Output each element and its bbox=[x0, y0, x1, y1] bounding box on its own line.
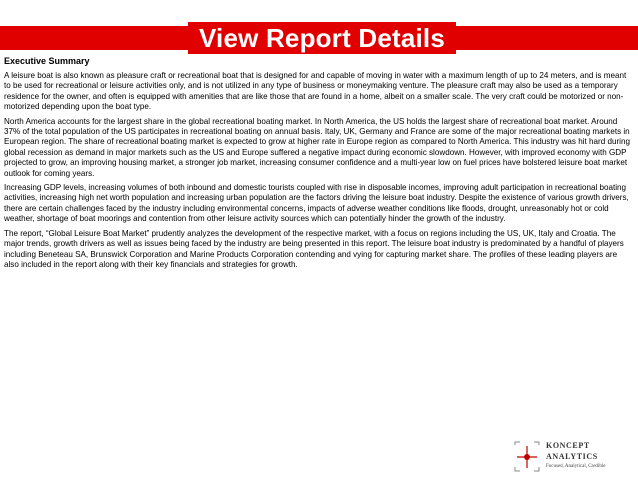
summary-paragraph-4: The report, “Global Leisure Boat Market” prudently analyzes the development of the respective market, with a focus on regions including the US, UK, Italy and Croatia. The major trends, growth drivers as well as issues being faced by the industry are being presented in this report. The leisure boat industry is predominated by a handful of players including Beneteau SA, Brunswick Corporation and Marine Products Corporation contending and vying for capturing market share. The profiles of these leading players are also included in the report along with their key financials and strategies for growth. bbox=[4, 228, 624, 269]
section-heading: Executive Summary bbox=[4, 56, 90, 66]
logo-tagline: Focused, Analytical, Credible bbox=[546, 464, 606, 469]
executive-summary bbox=[4, 56, 634, 274]
koncept-analytics-logo-mark bbox=[512, 440, 542, 474]
company-logo bbox=[512, 440, 630, 474]
page-title[interactable]: View Report Details bbox=[188, 22, 456, 54]
summary-paragraph-1: A leisure boat is also known as pleasure craft or recreational boat that is designed for and capable of moving in water with a maximum length of up to 24 meters, and is meant to be used for recreational or leisure activities only, and is not utilized in any type of business or moneymaking venture. The pleasure craft may also be used as a temporary residence for the owner, and often is equipped with amenities that are like those that are found in a home, albeit on a smaller scale. The very craft could be motorized or non-motorized depending upon the boat type. bbox=[4, 71, 627, 112]
summary-paragraph-2: North America accounts for the largest share in the global recreational boating market. In North America, the US holds the largest share of recreational boat market. Around 37% of the total population of the US participates in recreational boating on annual basis. Italy, UK, Germany and France are some of the major recreational boating markets in European region. The share of recreational boating market is expected to grow at higher rate in Europe region as compared to North America. This industry was hit hard during global recession as demand in major markets such as the US and Europe suffered a negative impact during economic slowdown. However, with improved economy with GDP projected to grow, an improving housing market, a stronger job market, increasing consumer confidence and a multi-year low on fuel prices have bolstered leisure boat market outlook for coming years. bbox=[4, 116, 630, 178]
summary-paragraph-3: Increasing GDP levels, increasing volumes of both inbound and domestic tourists coupled with rise in disposable incomes, improving adult participation in recreational boating activities, increasing high net worth population and increasing urban population are the factors driving the leisure boat industry. Despite the existence of various growth drivers, there are certain challenges faced by the industry including environmental concerns, impacts of adverse weather conditions like floods, drought, unreasonably hot or cold weather, shortage of boat moorings and contention from other leisure activity sources which can potentially hinder the growth of the industry. bbox=[4, 183, 629, 224]
logo-name-line2: ANALYTICS bbox=[546, 452, 598, 461]
logo-name-line1: KONCEPT bbox=[546, 441, 590, 450]
